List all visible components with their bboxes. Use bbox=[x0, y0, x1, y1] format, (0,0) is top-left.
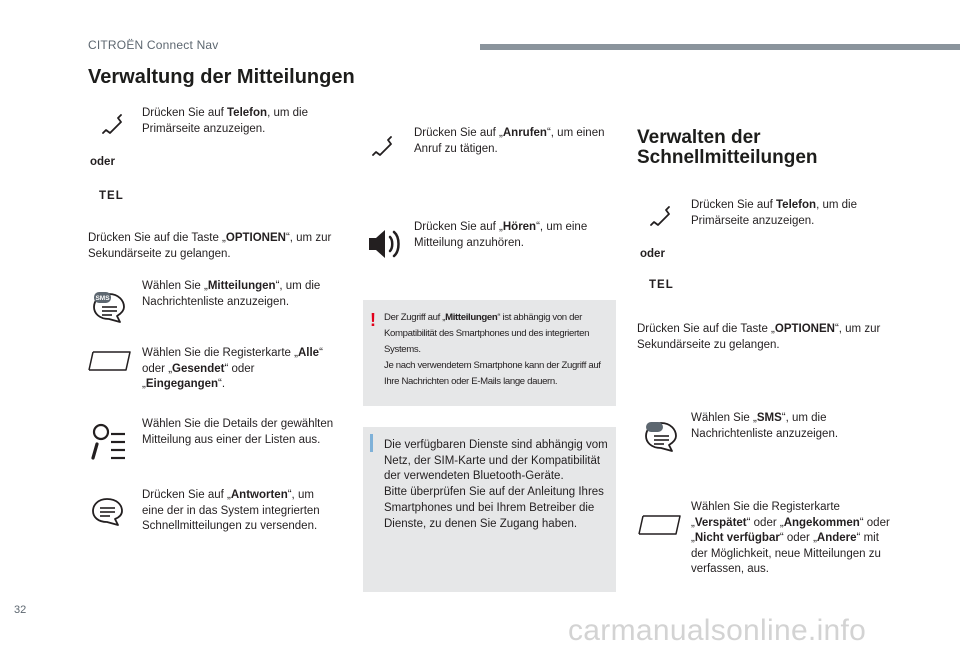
sms-list-icon bbox=[642, 420, 680, 454]
oder-label: oder bbox=[90, 156, 115, 168]
step-details: Wählen Sie die Details der gewählten Mitteilung aus einer der Listen aus. bbox=[142, 418, 334, 446]
info-marker-icon bbox=[370, 434, 373, 452]
phone-call-icon bbox=[370, 134, 396, 160]
section-heading-quick-messages: Verwalten der Schnellmitteilungen bbox=[637, 127, 818, 168]
header-bar bbox=[480, 44, 960, 50]
page-number: 32 bbox=[14, 604, 27, 616]
list-search-icon bbox=[90, 420, 128, 462]
tel-button-label: TEL bbox=[99, 190, 124, 202]
oder-label-right: oder bbox=[640, 248, 665, 260]
step-hoeren: Drücken Sie auf „Hören“, um eine Mitteilung anzuhören. bbox=[414, 221, 588, 249]
sms-badge-text: SMS bbox=[95, 295, 110, 302]
section-heading-messages: Verwaltung der Mitteilungen bbox=[88, 66, 355, 88]
reply-message-icon bbox=[90, 496, 126, 528]
warning-text: Der Zugriff auf „Mitteilungen“ ist abhängig von der Kompatibilität des Smartphones und des integrierten Systems. Je nach verwendetem Smartphone kann der Zugriff auf Ihre Nachrichten oder E-Mails lange dauern. bbox=[384, 312, 601, 387]
step-mitteilungen: Wählen Sie „Mitteilungen“, um die Nachrichtenliste anzuzeigen. bbox=[142, 280, 321, 308]
tab-icon-right bbox=[638, 514, 682, 536]
warning-exclamation-icon: ! bbox=[370, 310, 376, 330]
step-register: Wählen Sie die Registerkarte „Alle“ oder „Gesendet“ oder „Eingegangen“. bbox=[142, 347, 323, 391]
phone-handset-icon bbox=[100, 112, 126, 138]
step-sms: Wählen Sie „SMS“, um die Nachrichtenliste anzuzeigen. bbox=[691, 412, 839, 440]
step-telefon: Drücken Sie auf Telefon, um die Primärseite anzuzeigen. bbox=[142, 107, 308, 135]
step-telefon-right: Drücken Sie auf Telefon, um die Primärseite anzuzeigen. bbox=[691, 199, 857, 227]
tab-icon bbox=[88, 350, 132, 372]
sms-message-icon bbox=[90, 290, 128, 326]
info-text: Die verfügbaren Dienste sind abhängig vom Netz, der SIM-Karte und der Kompatibilität der verwendeten Bluetooth-Geräte. Bitte überprüfen Sie auf der Anleitung Ihres Smartphones und bei Ihrem Betreiber die Dienste, zu denen Sie Zugang haben. bbox=[384, 439, 608, 530]
header-title: CITROËN Connect Nav bbox=[88, 38, 219, 52]
tel-button-label-right: TEL bbox=[649, 279, 674, 291]
phone-handset-icon bbox=[648, 204, 674, 230]
watermark: carmanualsonline.info bbox=[568, 614, 867, 647]
speaker-icon bbox=[366, 226, 402, 262]
step-optionen: Drücken Sie auf die Taste „OPTIONEN“, um zur Sekundärseite zu gelangen. bbox=[88, 232, 332, 260]
step-register-right: Wählen Sie die Registerkarte „Verspätet“ oder „Angekommen“ oder „Nicht verfügbar“ oder „Andere“ mit der Möglichkeit, neue Mitteilungen zu verfassen, aus. bbox=[691, 501, 890, 576]
step-anrufen: Drücken Sie auf „Anrufen“, um einen Anruf zu tätigen. bbox=[414, 127, 605, 155]
step-antworten: Drücken Sie auf „Antworten“, um eine der in das System integrierten Schnellmitteilungen zu versenden. bbox=[142, 489, 320, 533]
step-optionen-right: Drücken Sie auf die Taste „OPTIONEN“, um zur Sekundärseite zu gelangen. bbox=[637, 323, 881, 351]
